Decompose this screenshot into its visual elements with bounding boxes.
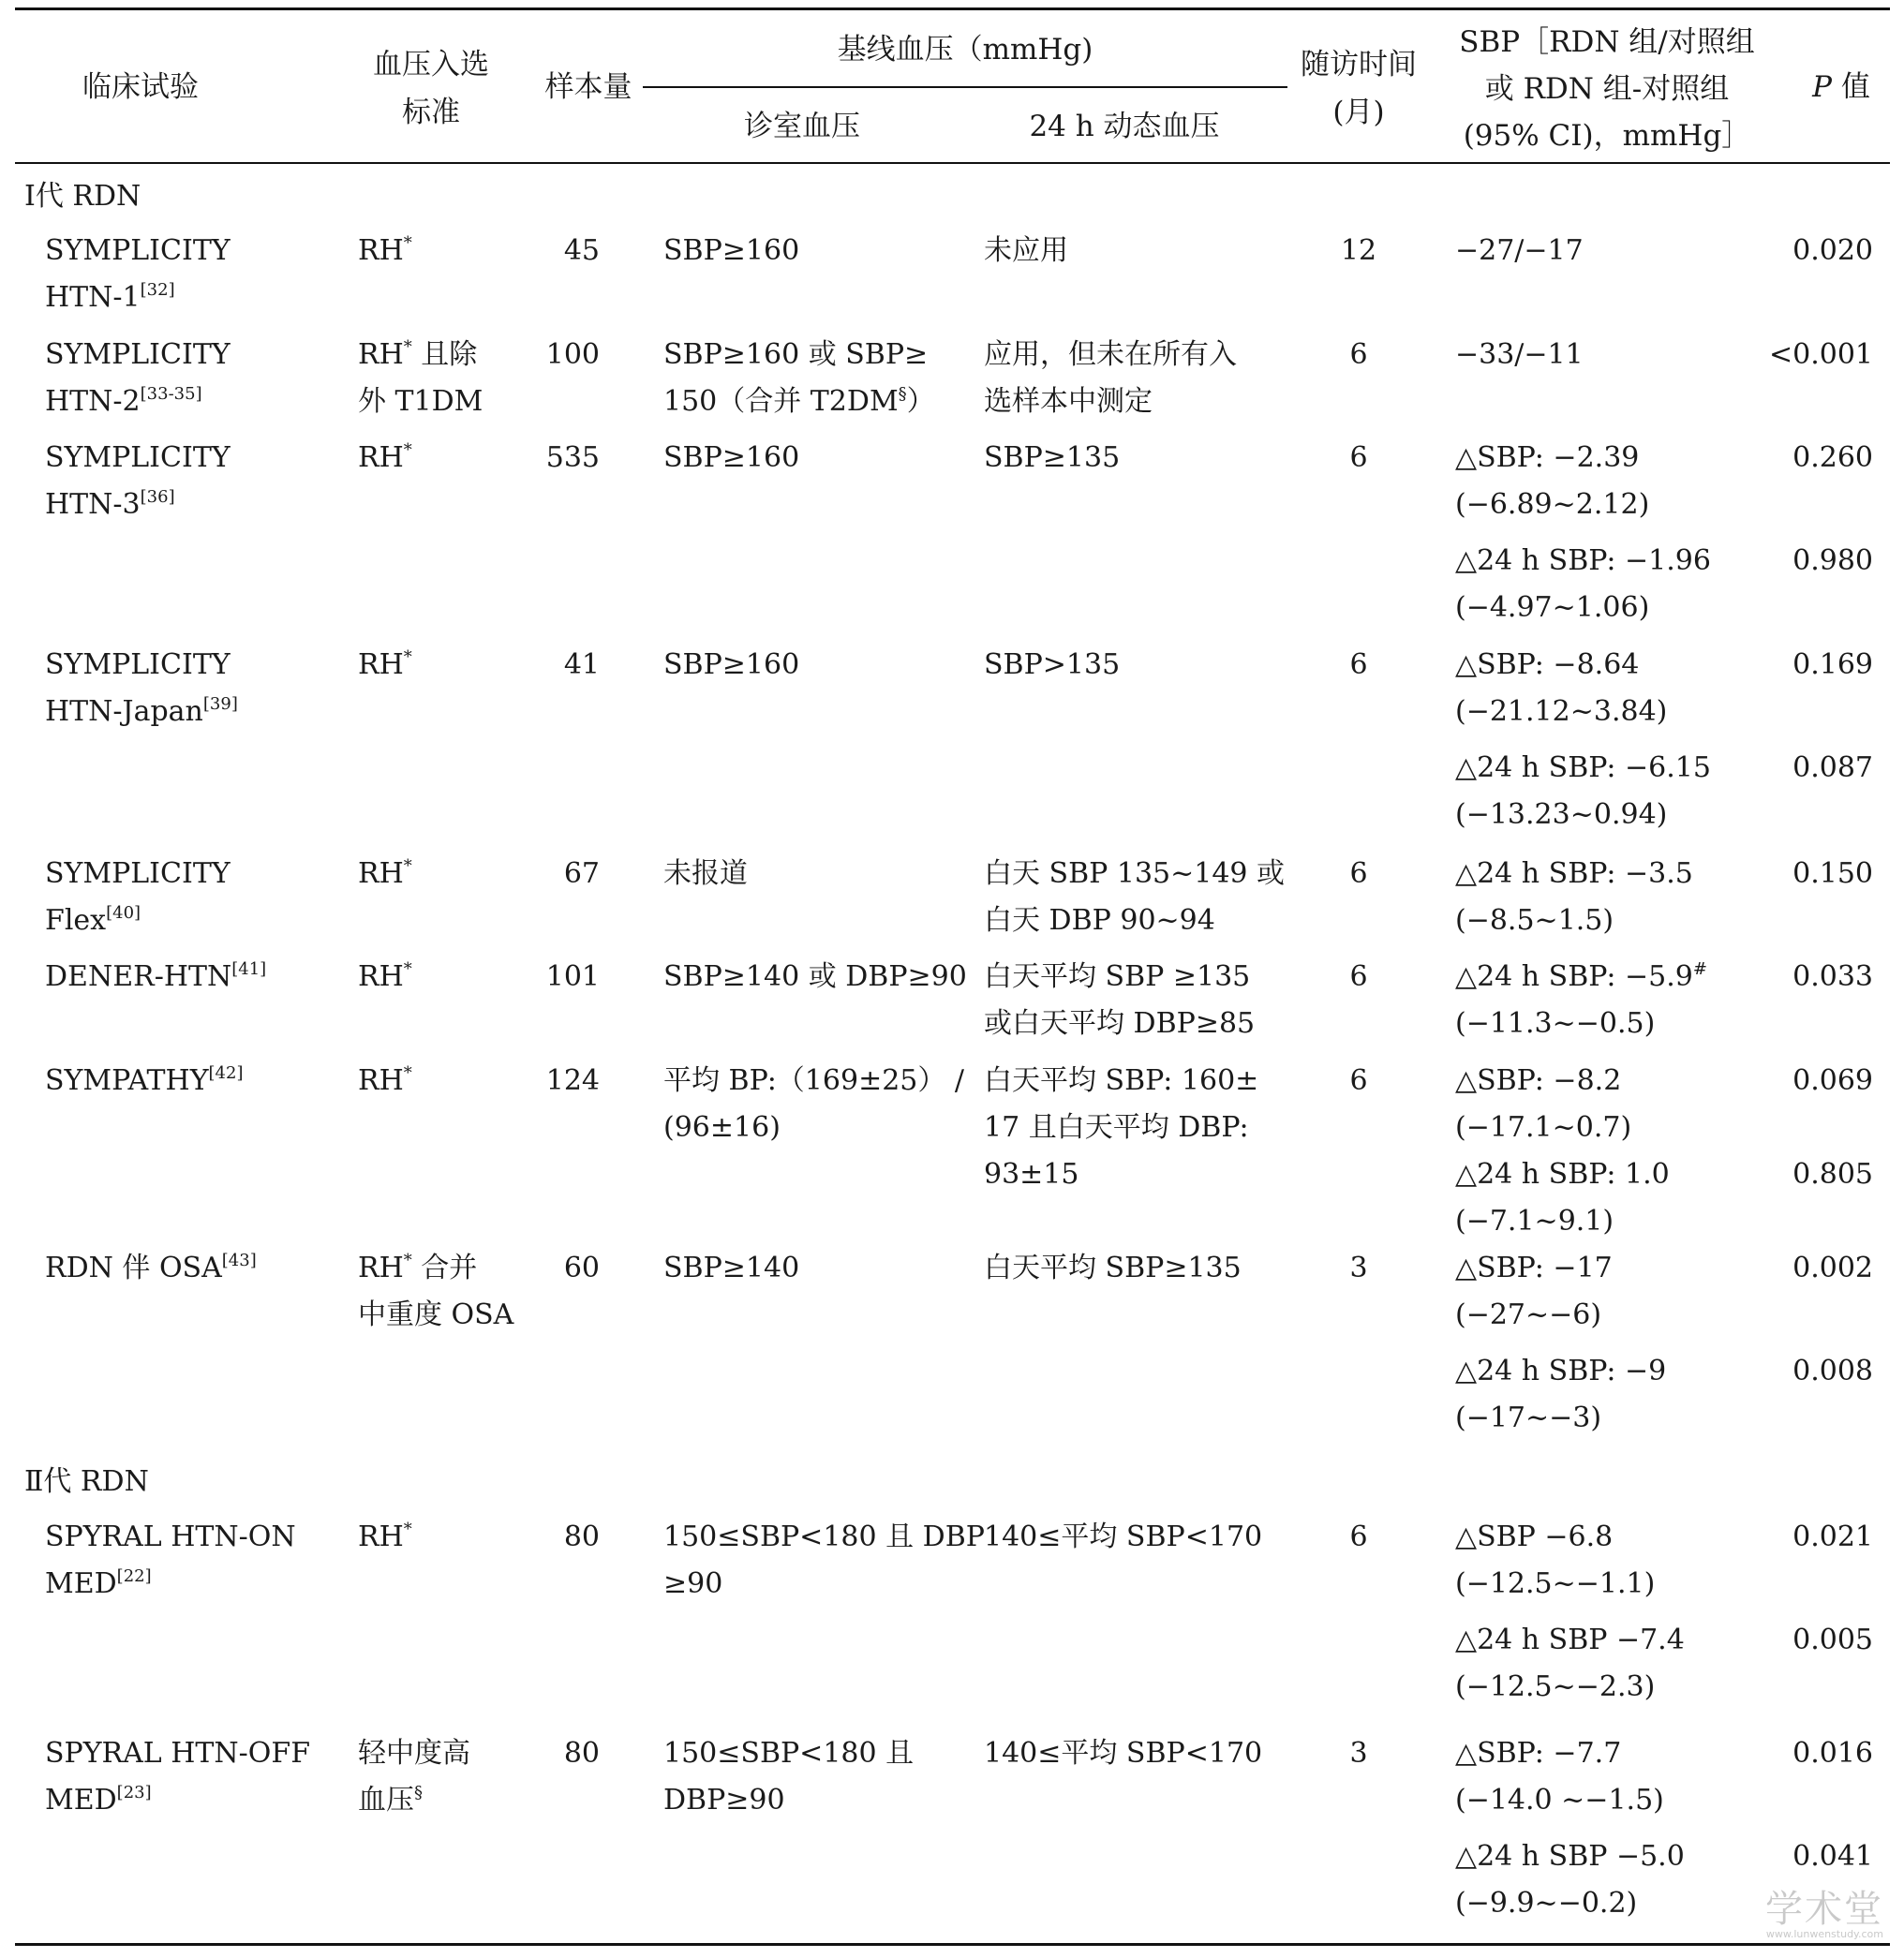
criteria-sup: * [403,233,412,253]
header-bottom-rule [15,162,1890,164]
trial-name-line1: SYMPLICITY [45,857,231,890]
criteria-sup: * [403,647,412,667]
p-value: 0.980 [1792,544,1873,577]
result-change [1455,1514,1613,1561]
p-value: <0.001 [1768,338,1873,371]
trial-name-line1 [45,1245,257,1292]
result-text: △24 h SBP: −9 [1455,1355,1667,1387]
trial-name-line1 [45,954,266,1001]
result-change [1455,954,1707,1001]
header-criteria-line2: 标准 [402,96,460,129]
followup-months: 3 [1349,1737,1368,1770]
header-baseline: 基线血压（mmHg) [837,33,1093,67]
p-value: 0.041 [1792,1840,1873,1873]
ambulatory-bp-line1: 未应用 [984,234,1068,267]
office-bp-line2 [663,1777,785,1824]
result-ci: (−17.1~0.7) [1455,1111,1632,1144]
criteria-line1 [358,1514,412,1561]
result-text: △SBP: −2.39 [1455,441,1640,474]
p-value: 0.005 [1792,1624,1873,1656]
office-bp-line1: 150≤SBP<180 且 [663,1737,915,1770]
p-value: 0.020 [1792,234,1873,267]
result-text: △SBP: −8.64 [1455,648,1640,681]
trial-name-sup: [40] [106,903,141,923]
ambulatory-bp-line2: 17 且白天平均 DBP: [984,1111,1249,1144]
office-bp-line1: SBP≥140 或 DBP≥90 [663,960,967,993]
sample-size: 67 [563,857,600,890]
header-sbp-line3: (95% CI)，mmHg］ [1463,119,1751,153]
criteria-line1 [358,1058,412,1105]
followup-months: 6 [1349,857,1368,890]
criteria-line2 [358,378,483,425]
result-ci: (−8.5~1.5) [1455,904,1614,937]
criteria-text: RH [358,1064,404,1097]
header-followup-line2: (月) [1332,96,1385,129]
baseline-underline [643,86,1287,88]
trial-name-text: HTN-1 [45,281,141,314]
ambulatory-bp-line1: SBP≥135 [984,441,1121,474]
trial-name-line1: SYMPLICITY [45,441,231,474]
criteria-sup: * [403,959,412,979]
trial-name-sup: [43] [221,1251,257,1270]
result-text: △SBP: −17 [1455,1252,1613,1284]
ambulatory-bp-line1: 140≤平均 SBP<170 [984,1520,1263,1553]
trial-name-line2 [45,378,202,425]
header-sample: 样本量 [544,70,632,104]
header-ambulatory: 24 h 动态血压 [1029,110,1220,143]
header-p-value [1790,64,1893,111]
trial-name-text: MED [45,1784,117,1817]
sample-size: 101 [545,960,600,993]
followup-months: 12 [1340,234,1377,267]
result-change [1455,642,1639,689]
criteria2-text: 血压 [358,1784,414,1817]
criteria-text: RH [358,441,404,474]
office-bp-text: (96±16) [663,1111,781,1144]
ambulatory-bp-line2: 或白天平均 DBP≥85 [984,1007,1256,1040]
header-trial: 临床试验 [82,70,199,104]
criteria-line1 [358,851,412,897]
result-ci: (−12.5~−2.3) [1455,1670,1656,1703]
criteria-line1 [358,332,477,378]
criteria-sup: * [403,1251,412,1270]
criteria-text: RH [358,857,404,890]
office-bp-sup: § [898,384,907,404]
p-value: 0.169 [1792,648,1873,681]
trial-name-text: SYMPATHY [45,1064,209,1097]
trial-name-line1: SPYRAL HTN-OFF [45,1737,311,1770]
criteria-line1 [358,435,412,482]
section-gen2: Ⅱ代 RDN [24,1465,149,1498]
result-change [1455,851,1693,897]
result-change [1455,1833,1685,1880]
header-sbp-line2: 或 RDN 组-对照组 [1484,72,1730,106]
result-ci: (−4.97~1.06) [1455,591,1650,624]
result-text: △24 h SBP: −5.9 [1455,960,1693,993]
trial-name-sup: [36] [140,487,175,507]
office-bp-line1: SBP≥160 [663,441,800,474]
result-text: △24 h SBP: 1.0 [1455,1158,1670,1191]
result-ci: (−9.9~−0.2) [1455,1887,1638,1920]
result-change [1455,1151,1670,1198]
followup-months: 6 [1349,441,1368,474]
trial-name-sup: [32] [140,280,175,300]
sample-size: 80 [563,1737,600,1770]
office-bp-line1: SBP≥160 或 SBP≥ [663,338,929,371]
criteria-line1 [358,642,412,689]
trial-name-line1: SYMPLICITY [45,648,231,681]
criteria-sup: * [403,856,412,876]
trial-name-sup: [42] [208,1063,244,1083]
office-bp-text: 150（合并 T2DM [663,385,899,418]
header-office: 诊室血压 [744,110,860,143]
criteria-sup: * [403,1063,412,1083]
ambulatory-bp-line1: 140≤平均 SBP<170 [984,1737,1263,1770]
sample-size: 45 [563,234,600,267]
result-ci: (−13.23~0.94) [1455,798,1668,831]
criteria-line1 [358,1730,470,1777]
result-ci: (−21.12~3.84) [1455,695,1668,728]
ambulatory-bp-line1: SBP>135 [984,648,1121,681]
trial-name-text: Flex [45,904,107,937]
trial-name-sup: [23] [116,1783,152,1802]
watermark-logo-text: 学术堂 [1765,1888,1883,1931]
trial-name-line1: SYMPLICITY [45,338,231,371]
office-bp-line2 [663,378,935,425]
criteria-after: 且除 [411,338,478,371]
p-value: 0.016 [1792,1737,1873,1770]
ambulatory-bp-line2: 白天 DBP 90~94 [984,904,1215,937]
criteria-text: RH [358,960,404,993]
followup-months: 3 [1349,1252,1368,1284]
header-sbp-line1: SBP［RDN 组/对照组 [1459,25,1755,59]
sample-size: 124 [545,1064,600,1097]
trial-name-sup: [22] [116,1566,152,1586]
trial-name-text: MED [45,1567,117,1600]
criteria-line1 [358,1245,477,1292]
criteria-line2 [358,1777,423,1824]
followup-months: 6 [1349,648,1368,681]
ambulatory-bp-line3: 93±15 [984,1158,1079,1191]
ambulatory-bp-line1: 白天 SBP 135~149 或 [984,857,1286,890]
p-value: 0.805 [1792,1158,1873,1191]
watermark-url: www.lunwenstudy.com [1765,1928,1883,1940]
criteria-text: RH [358,648,404,681]
office-bp-line1: 未报道 [663,857,748,890]
p-value: 0.260 [1792,441,1873,474]
result-text: −33/−11 [1455,338,1584,371]
trial-name-line2 [45,482,175,528]
ambulatory-bp-line1: 白天平均 SBP ≥135 [984,960,1251,993]
result-change [1455,1348,1666,1395]
criteria-text: RH [358,1252,404,1284]
p-value: 0.021 [1792,1520,1873,1553]
result-change [1455,435,1639,482]
result-change [1455,745,1711,792]
result-ci: (−14.0 ~−1.5) [1455,1784,1664,1817]
trial-name-sup: [33-35] [140,384,202,404]
trial-name-line2 [45,274,175,321]
watermark [1765,1888,1883,1941]
result-ci: (−12.5~−1.1) [1455,1567,1656,1600]
p-value: 0.002 [1792,1252,1873,1284]
trial-name-line2 [45,1561,152,1608]
criteria2-sup: § [414,1783,423,1802]
trial-name-sup: [41] [231,959,267,979]
result-text: △24 h SBP: −1.96 [1455,544,1711,577]
top-rule [15,7,1890,10]
criteria-text: RH [358,234,404,267]
ambulatory-bp-line1: 应用，但未在所有入 [984,338,1237,371]
trial-name-line1: SYMPLICITY [45,234,231,267]
result-ci: (−7.1~9.1) [1455,1205,1614,1238]
p-value: 0.087 [1792,751,1873,784]
result-ci: (−6.89~2.12) [1455,488,1650,521]
p-value: 0.069 [1792,1064,1873,1097]
criteria-line1 [358,954,412,1001]
result-change [1455,1058,1621,1105]
trial-name-sup: [39] [202,694,238,714]
criteria2-text: 外 T1DM [358,385,483,418]
result-text: △SBP: −8.2 [1455,1064,1622,1097]
office-bp-text: DBP≥90 [663,1784,785,1817]
result-text: △SBP: −7.7 [1455,1737,1622,1770]
result-ci: (−17~−3) [1455,1402,1602,1434]
result-text: △24 h SBP −5.0 [1455,1840,1685,1873]
sample-size: 80 [563,1520,600,1553]
section-gen1: Ⅰ代 RDN [24,180,141,213]
header-followup-line1: 随访时间 [1301,48,1417,82]
office-bp-line1: 平均 BP:（169±25） / [663,1064,965,1097]
criteria-text: 轻中度高 [358,1737,470,1770]
result-text: △24 h SBP −7.4 [1455,1624,1685,1656]
sample-size: 100 [545,338,600,371]
criteria-line1 [358,228,412,274]
followup-months: 6 [1349,1064,1368,1097]
result-text: △24 h SBP: −6.15 [1455,751,1711,784]
result-text: −27/−17 [1455,234,1584,267]
office-bp-line1: SBP≥160 [663,234,800,267]
trial-name-line2 [45,1777,152,1824]
sample-size: 60 [563,1252,600,1284]
result-ci: (−27~−6) [1455,1298,1602,1331]
criteria2-text: 中重度 OSA [358,1298,514,1331]
trial-name-line1 [45,1058,243,1105]
sample-size: 41 [563,648,600,681]
trial-name-text: HTN-Japan [45,695,203,728]
ambulatory-bp-line1: 白天平均 SBP≥135 [984,1252,1242,1284]
p-value: 0.150 [1792,857,1873,890]
p-value: 0.033 [1792,960,1873,993]
criteria-sup: * [403,440,412,460]
bottom-rule [15,1943,1890,1946]
result-change [1455,538,1711,585]
header-p-suffix: 值 [1832,70,1870,104]
office-bp-line2 [663,1561,722,1608]
sample-size: 535 [545,441,600,474]
office-bp-text: ≥90 [663,1567,723,1600]
trial-name-line1: SPYRAL HTN-ON [45,1520,296,1553]
header-p-italic: P [1812,70,1832,104]
office-bp-after: ） [906,385,935,418]
trial-name-text: DENER-HTN [45,960,232,993]
result-sup: # [1692,959,1707,979]
result-change [1455,1617,1685,1664]
ambulatory-bp-line1: 白天平均 SBP: 160± [984,1064,1259,1097]
office-bp-line1: SBP≥160 [663,648,800,681]
criteria-sup: * [403,1520,412,1539]
followup-months: 6 [1349,960,1368,993]
followup-months: 6 [1349,338,1368,371]
p-value: 0.008 [1792,1355,1873,1387]
criteria-sup: * [403,337,412,357]
trial-name-line2 [45,689,238,735]
criteria-after: 合并 [411,1252,478,1284]
criteria-line2 [358,1292,513,1339]
header-criteria-line1: 血压入选 [373,48,489,82]
criteria-text: RH [358,1520,404,1553]
trial-name-text: HTN-3 [45,488,141,521]
trial-name-text: RDN 伴 OSA [45,1252,222,1284]
office-bp-line1: 150≤SBP<180 且 DBP [663,1520,985,1553]
result-text: △24 h SBP: −3.5 [1455,857,1693,890]
result-change [1455,1245,1613,1292]
followup-months: 6 [1349,1520,1368,1553]
criteria-text: RH [358,338,404,371]
result-text: △SBP −6.8 [1455,1520,1614,1553]
office-bp-line2 [663,1105,781,1151]
result-change [1455,332,1584,378]
result-change [1455,1730,1621,1777]
trial-name-line2 [45,897,141,944]
result-ci: (−11.3~−0.5) [1455,1007,1656,1040]
ambulatory-bp-line2: 选样本中测定 [984,385,1153,418]
result-change [1455,228,1584,274]
office-bp-line1: SBP≥140 [663,1252,800,1284]
trial-name-text: HTN-2 [45,385,141,418]
